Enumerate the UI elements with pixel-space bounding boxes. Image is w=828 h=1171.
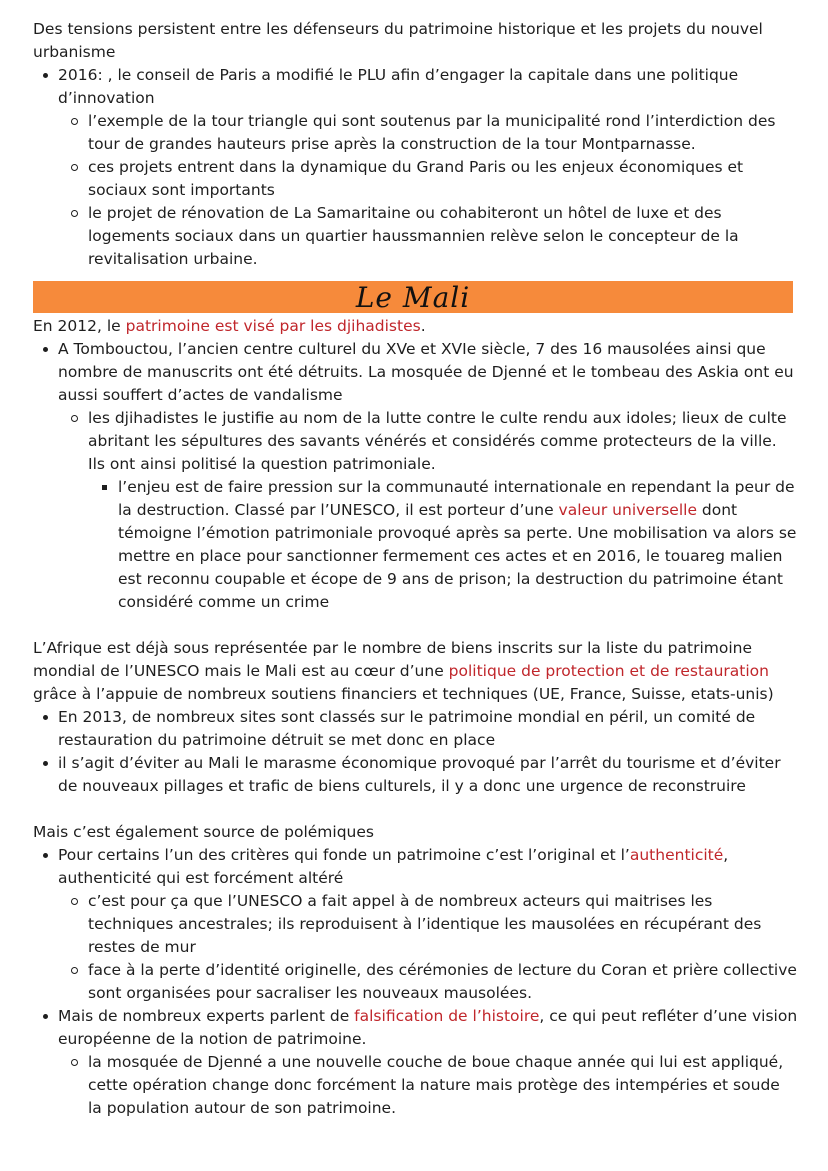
sublist bbox=[58, 1051, 798, 1120]
page bbox=[0, 18, 828, 1120]
list-item: le projet de rénovation de La Samaritaine ou cohabiteront un hôtel de luxe et des logements sociaux dans un quartier haussmannien relève selon le concepteur de la revitalisation urbaine. bbox=[88, 202, 798, 271]
text-segment: . bbox=[420, 317, 426, 335]
mali-paragraph-1 bbox=[0, 315, 828, 338]
mali-list-1 bbox=[0, 338, 828, 614]
list-item bbox=[0, 64, 828, 271]
text-segment: dont témoigne l’émotion patrimoniale provoqué après sa perte. Une mobilisation va alors se mettre en place pour sanctionner fermement ces actes et en 2016, le touareg malien est reconnu coupable et écope de 9 ans de prison; la destruction du patrimoine étant considéré comme un crime bbox=[118, 501, 797, 611]
text-segment: Mais de nombreux experts parlent de bbox=[58, 1007, 355, 1025]
list-item: ces projets entrent dans la dynamique du Grand Paris ou les enjeux économiques et sociaux sont importants bbox=[88, 156, 798, 202]
section-title: Le Mali bbox=[355, 280, 471, 314]
list-item bbox=[118, 476, 798, 614]
intro-list bbox=[0, 64, 828, 271]
subbullet-text: les djihadistes le justifie au nom de la lutte contre le culte rendu aux idoles; lieux de culte abritant les sépultures des savants vénérés et considérés comme protecteurs de la ville. Ils ont ainsi politisé la question patrimoniale. bbox=[88, 409, 787, 473]
text-segment: grâce à l’appuie de nombreux soutiens financiers et techniques (UE, France, Suisse, etats-unis) bbox=[33, 685, 774, 703]
bullet-text: A Tombouctou, l’ancien centre culturel du XVe et XVIe siècle, 7 des 16 mausolées ainsi que nombre de manuscrits ont été détruits. La mosquée de Djenné et le tombeau des Askia ont eu aussi souffert d’actes de vandalisme bbox=[58, 340, 794, 404]
highlight-text: valeur universelle bbox=[558, 501, 697, 519]
list-item bbox=[0, 844, 828, 1005]
list-item: En 2013, de nombreux sites sont classés sur le patrimoine mondial en péril, un comité de restauration du patrimoine détruit se met donc en place bbox=[0, 706, 828, 752]
mali-list-3 bbox=[0, 844, 828, 1120]
text-segment: L’Afrique est déjà sous représentée par le nombre de biens inscrits sur la liste du patrimoine mondial de l’UNESCO mais le Mali est au cœur d’une bbox=[33, 639, 753, 680]
intro-paragraph: Des tensions persistent entre les défenseurs du patrimoine historique et les projets du nouvel urbanisme bbox=[33, 20, 763, 61]
text-segment: En 2012, le bbox=[33, 317, 126, 335]
highlight-text: falsification de l’histoire bbox=[354, 1007, 540, 1025]
mali-paragraph-2 bbox=[0, 637, 828, 706]
list-item bbox=[0, 1005, 828, 1120]
sublist bbox=[58, 890, 798, 1005]
text-segment: l’enjeu est de faire pression sur la communauté internationale en rependant la peur de la destruction. Classé par l’UNESCO, il est porteur d’une bbox=[118, 478, 795, 519]
list-item: c’est pour ça que l’UNESCO a fait appel à de nombreux acteurs qui maitrises les techniques ancestrales; ils reproduisent à l’identique les mausolées en récupérant des restes de mur bbox=[88, 890, 798, 959]
highlight-text: patrimoine est visé par les djihadistes bbox=[125, 317, 421, 335]
section-banner bbox=[33, 281, 793, 313]
highlight-text: authenticité bbox=[629, 846, 724, 864]
list-item: il s’agit d’éviter au Mali le marasme économique provoqué par l’arrêt du tourisme et d’éviter de nouveaux pillages et trafic de biens culturels, il y a donc une urgence de reconstruire bbox=[0, 752, 828, 798]
text-segment: , authenticité qui est forcément altéré bbox=[58, 846, 729, 887]
highlight-text: politique de protection et de restauration bbox=[448, 662, 769, 680]
subsublist bbox=[88, 476, 798, 614]
intro-bullet-text: 2016: , le conseil de Paris a modifié le PLU afin d’engager la capitale dans une politique d’innovation bbox=[58, 66, 739, 107]
list-item: face à la perte d’identité originelle, des cérémonies de lecture du Coran et prière collective sont organisées pour sacraliser les nouveaux mausolées. bbox=[88, 959, 798, 1005]
text-segment: , ce qui peut refléter d’une vision européenne de la notion de patrimoine. bbox=[58, 1007, 798, 1048]
sublist bbox=[58, 407, 798, 614]
list-item: la mosquée de Djenné a une nouvelle couche de boue chaque année qui lui est appliqué, cette opération change donc forcément la nature mais protège des intempéries et soude la population autour de son patrimoine. bbox=[88, 1051, 798, 1120]
text-segment: Pour certains l’un des critères qui fonde un patrimoine c’est l’original et l’ bbox=[58, 846, 630, 864]
list-item bbox=[88, 407, 798, 614]
mali-list-2 bbox=[0, 706, 828, 798]
list-item bbox=[0, 338, 828, 614]
intro-sublist bbox=[58, 110, 798, 271]
mali-paragraph-3: Mais c’est également source de polémiques bbox=[33, 823, 374, 841]
list-item: l’exemple de la tour triangle qui sont soutenus par la municipalité rond l’interdiction des tour de grandes hauteurs prise après la construction de la tour Montparnasse. bbox=[88, 110, 798, 156]
